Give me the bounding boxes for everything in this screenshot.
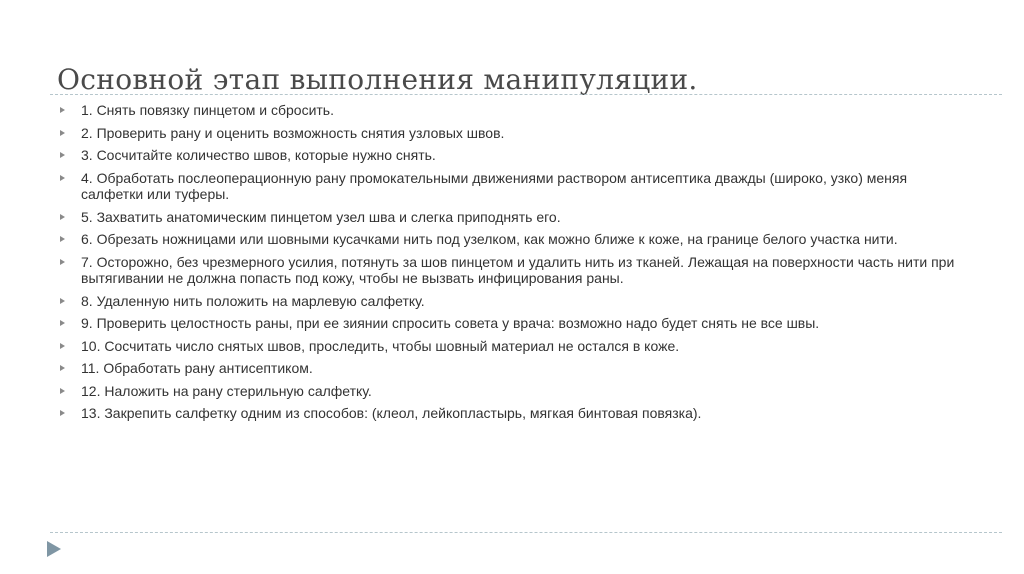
list-item: [60, 338, 968, 355]
list-item: [60, 254, 968, 287]
list-item-text: 11. Обработать рану антисептиком.: [81, 360, 313, 376]
bullet-icon: [60, 410, 65, 416]
bullet-icon: [60, 320, 65, 326]
list-item: [60, 315, 968, 332]
list-item-text: 7. Осторожно, без чрезмерного усилия, потянуть за шов пинцетом и удалить нить из тканей. Лежащая на поверхности часть нити при вытягивании не должна попасть под кожу, чтобы не вызвать инфицирования раны.: [81, 253, 955, 286]
title-divider: [50, 94, 1002, 95]
list-item: [60, 209, 968, 226]
list-item: [60, 170, 968, 203]
list-item: [60, 102, 968, 119]
list-item-text: 12. Наложить на рану стерильную салфетку.: [81, 382, 372, 399]
list-item: [60, 231, 968, 248]
list-item-text: 3. Сосчитайте количество швов, которые нужно снять.: [81, 147, 436, 163]
bullet-icon: [60, 175, 65, 181]
bullet-icon: [60, 130, 65, 136]
list-item-text: 9. Проверить целостность раны, при ее зиянии спросить совета у врача: возможно надо будет снять не все швы.: [81, 315, 820, 331]
list-item: [60, 147, 968, 164]
list-item-text: 6. Обрезать ножницами или шовными кусачками нить под узелком, как можно ближе к коже, на границе белого участка нити.: [81, 231, 898, 247]
bullet-icon: [60, 298, 65, 304]
list-item-text: 1. Снять повязку пинцетом и сбросить.: [81, 102, 334, 118]
list-item: [60, 360, 968, 377]
list-item-text: 8. Удаленную нить положить на марлевую салфетку.: [81, 292, 425, 309]
bullet-list: [60, 102, 968, 428]
list-item: [60, 125, 968, 142]
bullet-icon: [60, 152, 65, 158]
list-item-text: 10. Сосчитать число снятых швов, проследить, чтобы шовный материал не остался в коже.: [81, 337, 680, 354]
bullet-icon: [60, 343, 65, 349]
list-item-text: 2. Проверить рану и оценить возможность снятия узловых швов.: [81, 124, 505, 141]
bullet-icon: [60, 214, 65, 220]
bullet-icon: [60, 259, 65, 265]
bullet-icon: [60, 388, 65, 394]
play-triangle-icon[interactable]: [47, 541, 61, 557]
bullet-icon: [60, 107, 65, 113]
list-item: [60, 383, 968, 400]
bullet-icon: [60, 236, 65, 242]
slide-title: Основной этап выполнения манипуляции.: [57, 62, 698, 96]
footer-divider: [50, 532, 1002, 533]
list-item: [60, 293, 968, 310]
list-item-text: 4. Обработать послеоперационную рану промокательными движениями раствором антисептика дважды (широко, узко) меняя салфетки или туферы.: [81, 169, 908, 202]
list-item-text: 13. Закрепить салфетку одним из способов: (клеол, лейкопластырь, мягкая бинтовая повязка).: [81, 405, 702, 421]
bullet-icon: [60, 365, 65, 371]
list-item: [60, 405, 968, 422]
list-item-text: 5. Захватить анатомическим пинцетом узел шва и слегка приподнять его.: [81, 208, 561, 225]
